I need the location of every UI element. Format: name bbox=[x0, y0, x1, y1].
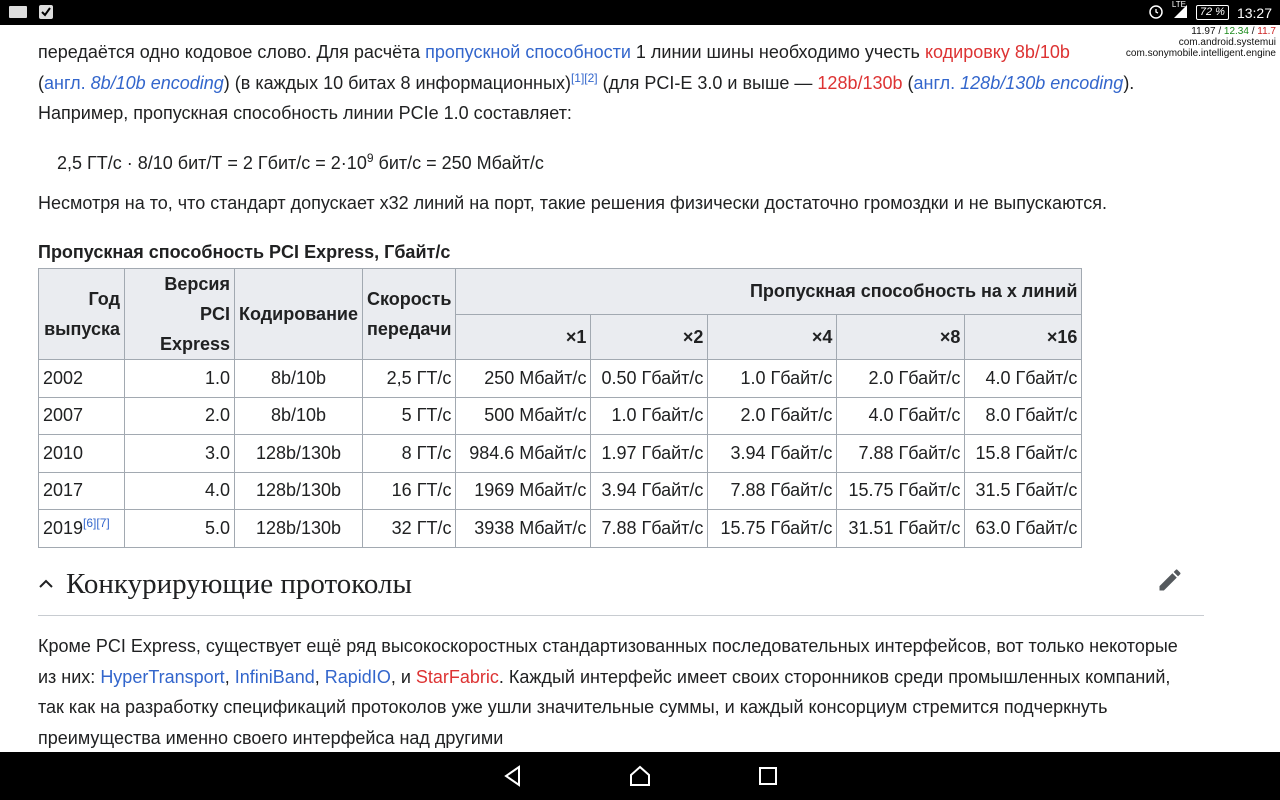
link-hypertransport[interactable]: HyperTransport bbox=[100, 666, 225, 687]
ref-1[interactable]: [1] bbox=[570, 70, 585, 85]
status-bar bbox=[0, 0, 1280, 25]
download-check-icon bbox=[38, 4, 54, 23]
header-lane: ×2 bbox=[591, 314, 708, 360]
table-row: 2007 2.0 8b/10b 5 ГТ/с 500 Мбайт/с 1.0 Гбайт/с 2.0 Гбайт/с 4.0 Гбайт/с 8.0 Гбайт/с bbox=[39, 397, 1082, 435]
link-bandwidth[interactable]: пропускной способности bbox=[425, 42, 631, 62]
link-8b10b[interactable]: кодировку 8b/10b bbox=[924, 42, 1070, 62]
bandwidth-table bbox=[38, 268, 1082, 548]
link-128b130b-english[interactable]: англ. 128b/130b encoding bbox=[913, 72, 1124, 93]
header-speed: Скорость передачи bbox=[363, 269, 456, 360]
paragraph-competitors: Кроме PCI Express, существует ещё ряд высокоскоростных стандартизованных последовательных интерфейсов, вот только некоторые из них: HyperTransport, InfiniBand, RapidIO, и StarFabric. Каждый интерфейс имеет своих сторонников среди промышленных компаний, так как на разработку спецификаций протоколов уже ушли значительные суммы, и каждый консорциум стремится подчеркнуть преимущества именно своего интерфейса над другими bbox=[38, 636, 1178, 748]
header-lane: ×4 bbox=[708, 314, 837, 360]
header-lane: ×16 bbox=[965, 314, 1082, 360]
section-header[interactable] bbox=[38, 560, 1204, 616]
ref-2[interactable]: [2] bbox=[584, 70, 598, 85]
pencil-icon[interactable] bbox=[1156, 566, 1184, 594]
clock: 13:27 bbox=[1236, 4, 1272, 21]
header-lane: ×8 bbox=[837, 314, 965, 360]
table-caption: Пропускная способность PCI Express, Гбайт/с bbox=[38, 242, 451, 262]
alarm-icon bbox=[1148, 3, 1164, 22]
link-infiniband[interactable]: InfiniBand bbox=[234, 666, 315, 687]
home-icon[interactable] bbox=[628, 764, 652, 788]
link-starfabric[interactable]: StarFabric bbox=[415, 666, 499, 687]
link-rapidio[interactable]: RapidIO bbox=[324, 666, 391, 687]
table-row: 2010 3.0 128b/130b 8 ГТ/с 984.6 Мбайт/с 1.97 Гбайт/с 3.94 Гбайт/с 7.88 Гбайт/с 15.8 Гбайт/с bbox=[39, 435, 1082, 473]
header-lane: ×1 bbox=[456, 314, 591, 360]
back-icon[interactable] bbox=[501, 764, 525, 788]
link-128b130b[interactable]: 128b/130b bbox=[817, 72, 903, 93]
chevron-up-icon[interactable] bbox=[38, 572, 54, 598]
table-row: 2017 4.0 128b/130b 16 ГТ/с 1969 Мбайт/с 3.94 Гбайт/с 7.88 Гбайт/с 15.75 Гбайт/с 31.5 Гбайт/с bbox=[39, 472, 1082, 510]
header-encoding: Кодирование bbox=[235, 269, 363, 360]
debug-overlay: 11.97 / 12.34 / 11.7 com.android.systemui com.sonymobile.intelligent.engine bbox=[1125, 26, 1276, 59]
table-row: 2019[6][7] 5.0 128b/130b 32 ГТ/с 3938 Мбайт/с 7.88 Гбайт/с 15.75 Гбайт/с 31.51 Гбайт/с 63.0 Гбайт/с bbox=[39, 510, 1082, 548]
paragraph-encoding: передаётся одно кодовое слово. Для расчёта пропускной способности 1 линии шины необходимо учесть кодировку 8b/10b (англ. 8b/10b encoding) (в каждых 10 битах 8 информационных)[1][2] (для PCI-E 3.0 и выше — 128b/130b (англ. 128b/130b encoding). Например, пропускная способность линии PCIe 1.0 составляет: bbox=[38, 42, 1135, 123]
ref-6-7[interactable]: [6][7] bbox=[83, 515, 110, 530]
header-year: Год выпуска bbox=[39, 269, 125, 360]
header-bandwidth: Пропускная способность на x линий bbox=[456, 269, 1082, 315]
paragraph-x32: Несмотря на то, что стандарт допускает x32 линий на порт, такие решения физически достаточно громоздки и не выпускаются. bbox=[38, 193, 1107, 213]
table-header-row bbox=[39, 269, 1082, 315]
recents-icon[interactable] bbox=[756, 764, 780, 788]
link-8b10b-english[interactable]: англ. 8b/10b encoding bbox=[44, 72, 224, 93]
battery-indicator: 72 % bbox=[1196, 5, 1229, 20]
signal-icon: LTE bbox=[1172, 3, 1188, 22]
notification-icon bbox=[8, 5, 28, 22]
formula: 2,5 ГТ/с · 8/10 бит/Т = 2 Гбит/с = $2\cdot 10^9$ бит/с = 250 Мбайт/с bbox=[57, 151, 544, 173]
header-version: Версия PCI Express bbox=[125, 269, 235, 360]
navigation-bar bbox=[0, 752, 1280, 800]
table-row: 2002 1.0 8b/10b 2,5 ГТ/с 250 Мбайт/с 0.50 Гбайт/с 1.0 Гбайт/с 2.0 Гбайт/с 4.0 Гбайт/с bbox=[39, 360, 1082, 398]
section-title[interactable]: Конкурирующие протоколы bbox=[66, 568, 412, 600]
